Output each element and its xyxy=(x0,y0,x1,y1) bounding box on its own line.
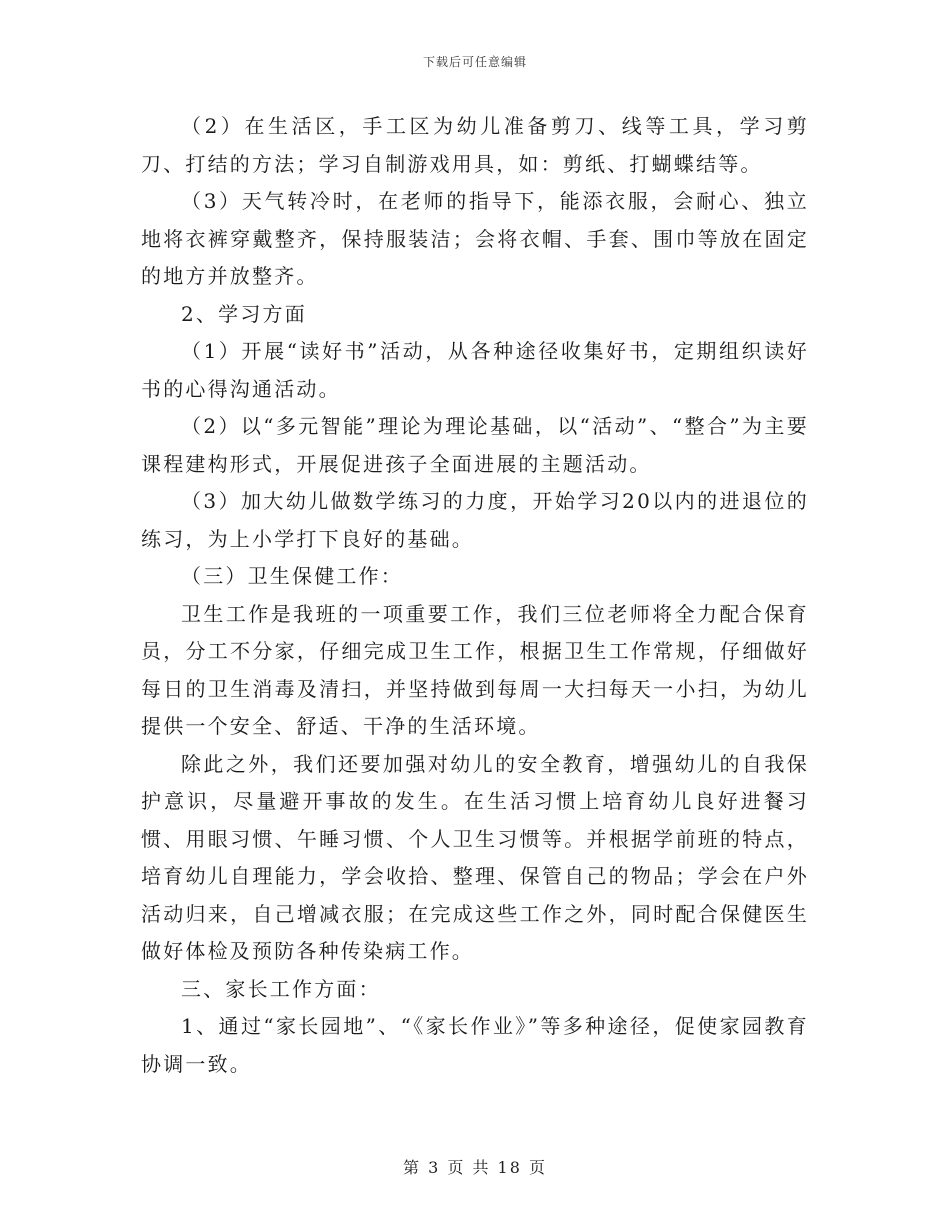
paragraph: 1、通过“家长园地”、“《家长作业》”等多种途径，促使家园教育协调一致。 xyxy=(141,1014,809,1076)
paragraph: （3）加大幼儿做数学练习的力度，开始学习20以内的进退位的练习，为上小学打下良好的基础。 xyxy=(141,489,809,551)
paragraph: 卫生工作是我班的一项重要工作，我们三位老师将全力配合保育员，分工不分家，仔细完成卫生工作，根据卫生工作常规，仔细做好每日的卫生消毒及清扫，并坚持做到每周一大扫每天一小扫，为幼儿提供一个安全、舒适、干净的生活环境。 xyxy=(141,601,809,738)
paragraph: （3）天气转冷时，在老师的指导下，能添衣服，会耐心、独立地将衣裤穿戴整齐，保持服装洁；会将衣帽、手套、围巾等放在固定的地方并放整齐。 xyxy=(141,189,809,288)
paragraph: （2）在生活区，手工区为幼儿准备剪刀、线等工具，学习剪刀、打结的方法；学习自制游戏用具，如：剪纸、打蝴蝶结等。 xyxy=(141,114,809,176)
section-heading: 三、家长工作方面： xyxy=(181,976,381,1001)
page-header-note: 下载后可任意编辑 xyxy=(422,55,527,69)
section-heading: 2、学习方面 xyxy=(181,301,307,326)
paragraph: （2）以“多元智能”理论为理论基础，以“活动”、“整合”为主要课程建构形式，开展促进孩子全面进展的主题活动。 xyxy=(141,414,809,476)
page-number-footer: 第 3 页 共 18 页 xyxy=(403,1158,547,1177)
section-heading: （三）卫生保健工作： xyxy=(181,564,403,588)
document-body xyxy=(141,108,809,1083)
paragraph: 除此之外，我们还要加强对幼儿的安全教育，增强幼儿的自我保护意识，尽量避开事故的发生。在生活习惯上培育幼儿良好进餐习惯、用眼习惯、午睡习惯、个人卫生习惯等。并根据学前班的特点，培育幼儿自理能力，学会收拾、整理、保管自己的物品；学会在户外活动归来，自己增减衣服；在完成这些工作之外，同时配合保健医生做好体检及预防各种传染病工作。 xyxy=(141,751,809,963)
paragraph: （1）开展“读好书”活动，从各种途径收集好书，定期组织读好书的心得沟通活动。 xyxy=(141,339,809,401)
